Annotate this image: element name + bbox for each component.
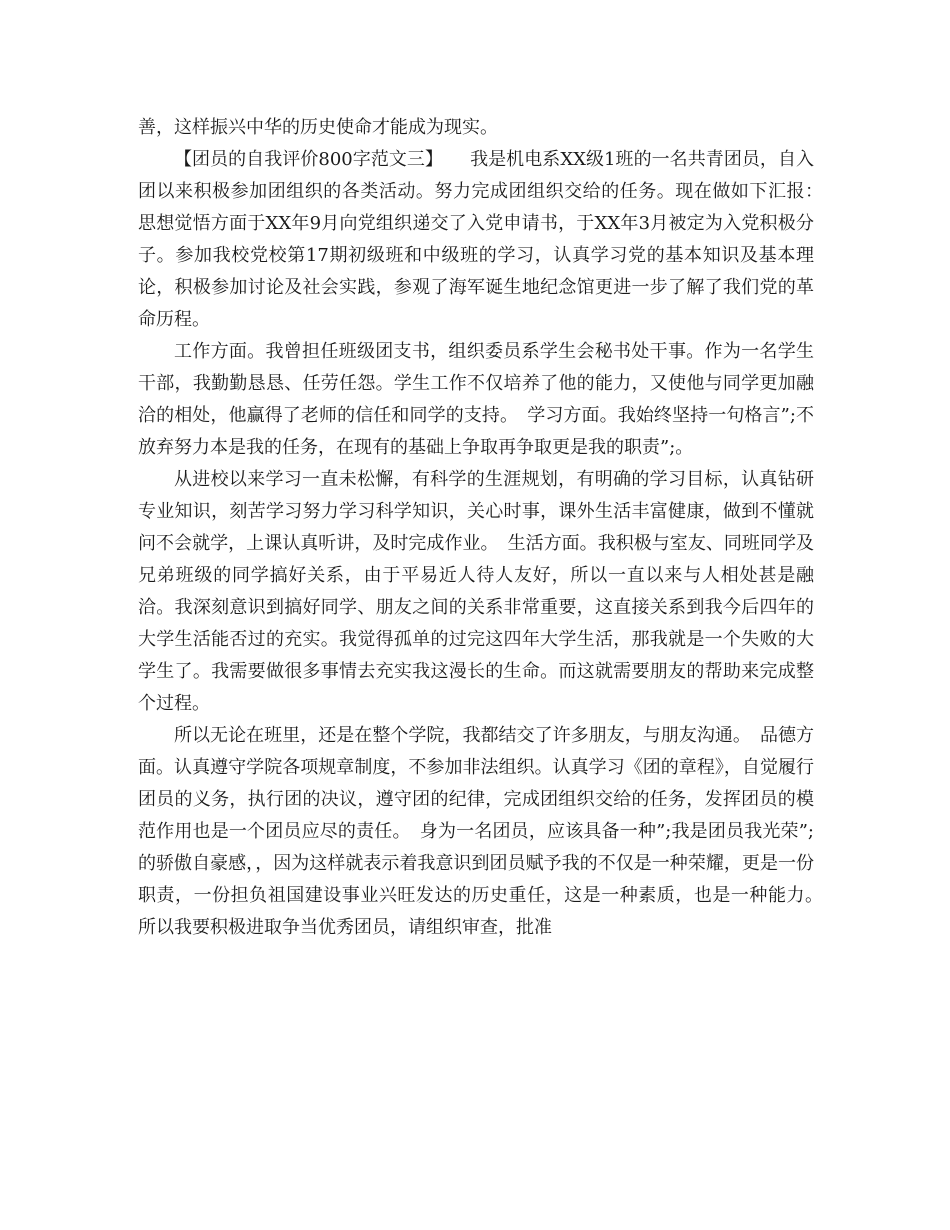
paragraph-continuation: 善，这样振兴中华的历史使命才能成为现实。	[138, 117, 498, 138]
paragraph-character: 所以无论在班里，还是在整个学院，我都结交了许多朋友，与朋友沟通。 品德方面。认真遵守学院各项规章制度，不参加非法组织。认真学习《团的章程》，自觉履行团员的义务，执行团的决议，遵守团的纪律，完成团组织交给的任务，发挥团员的模范作用也是一个团员应尽的责任。 身为一名团员，应该具备一种”;我是团员我光荣”;的骄傲自豪感，，因为这样就表示着我意识到团员赋予我的不仅是一种荣耀，更是一份职责，一份担负祖国建设事业兴旺发达的历史重任，这是一种素质，也是一种能力。 所以我要积极进取争当优秀团员，请组织审查，批准	[138, 725, 832, 938]
document-body	[138, 112, 832, 944]
paragraph-essay-three-intro: 【团员的自我评价800字范文三】 我是机电系XX级1班的一名共青团员，自入团以来积极参加团组织的各类活动。努力完成团组织交给的任务。现在做如下汇报： 思想觉悟方面于XX年9月向党组织递交了入党申请书，于XX年3月被定为入党积极分子。参加我校党校第17期初级班和中级班的学习，认真学习党的基本知识及基本理论，积极参加讨论及社会实践，参观了海军诞生地纪念馆更进一步了解了我们党的革命历程。	[138, 149, 832, 330]
paragraph-study-and-life: 从进校以来学习一直未松懈，有科学的生涯规划，有明确的学习目标，认真钻研专业知识，刻苦学习努力学习科学知识，关心时事，课外生活丰富健康，做到不懂就问不会就学，上课认真听讲，及时完成作业。 生活方面。我积极与室友、同班同学及兄弟班级的同学搞好关系，由于平易近人待人友好，所以一直以来与人相处甚是融洽。我深刻意识到搞好同学、朋友之间的关系非常重要，这直接关系到我今后四年的大学生活能否过的充实。我觉得孤单的过完这四年大学生活，那我就是一个失败的大学生了。我需要做很多事情去充实我这漫长的生命。而这就需要朋友的帮助来完成整个过程。	[138, 469, 814, 714]
paragraph-work-and-study: 工作方面。我曾担任班级团支书，组织委员系学生会秘书处干事。作为一名学生干部，我勤勤恳恳、任劳任怨。学生工作不仅培养了他的能力，又使他与同学更加融洽的相处，他赢得了老师的信任和同学的支持。 学习方面。我始终坚持一句格言”;不放弃努力本是我的任务，在现有的基础上争取再争取更是我的职责”;。	[138, 341, 814, 458]
